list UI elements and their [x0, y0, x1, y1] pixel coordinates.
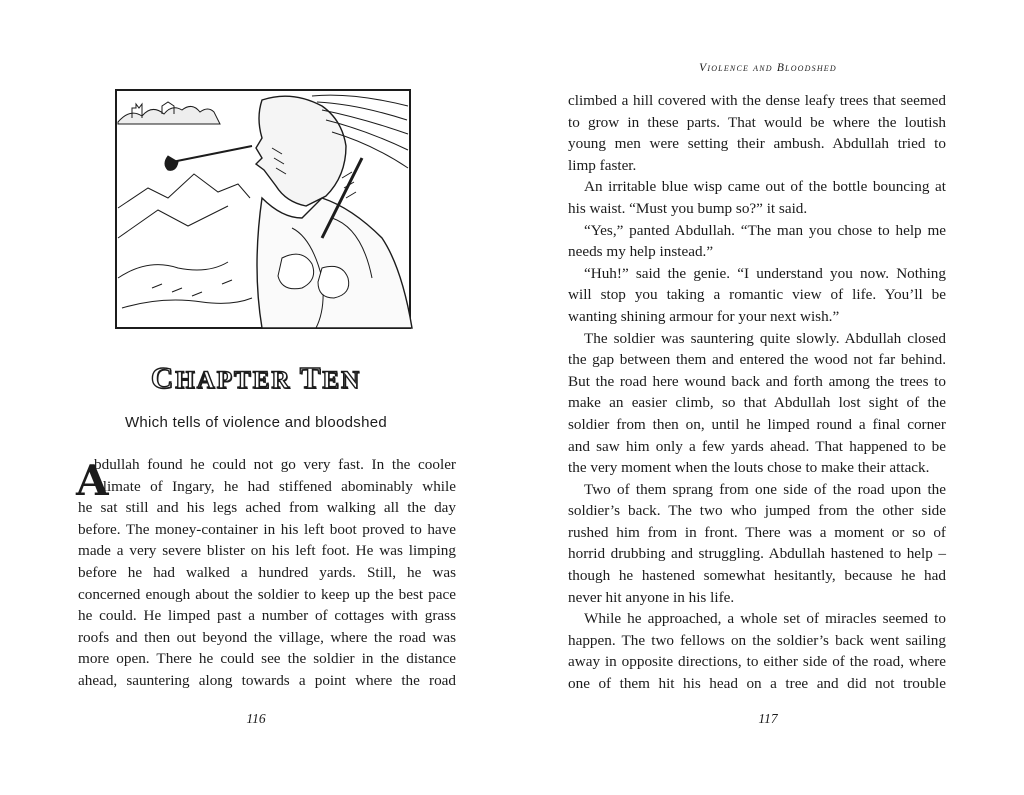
running-head: Violence and Bloodshed — [699, 62, 837, 74]
text-line: before he had walked a hundred yards. Still, he was — [78, 563, 456, 581]
text-line: The soldier was sauntering quite slowly. Abdullah closed — [584, 329, 946, 347]
text-line: soldier’s back. The two who jumped from the other side — [568, 502, 946, 520]
chapter-title-initial2: T — [299, 360, 323, 395]
chapter-subtitle: Which tells of violence and bloodshed — [124, 414, 388, 431]
text-line: make an easier climb, so that Abdullah lost sight of the — [568, 394, 946, 412]
text-line: young men were setting their ambush. Abdullah tried to — [568, 135, 946, 153]
text-line: ahead, sauntering along towards a point where the road — [78, 671, 456, 689]
page-number-right: 117 — [758, 711, 778, 726]
drop-cap: A — [76, 456, 109, 505]
text-line: and saw him only a few yards ahead. That happened to be — [568, 437, 946, 455]
right-page — [512, 0, 1024, 795]
text-line: wanting shining armour for your next wish.” — [568, 307, 840, 325]
text-line: “Huh!” said the genie. “I understand you now. Nothing — [584, 264, 946, 282]
text-line: soldier from then on, until he limped round a final corner — [568, 415, 946, 433]
text-line: While he approached, a whole set of miracles seemed to — [584, 610, 946, 628]
text-line: bdullah found he could not go very fast. In the cooler — [94, 456, 456, 473]
text-line: will stop you taking a romantic view of life. You’ll be — [568, 286, 946, 304]
text-line: more open. There he could see the soldier in the distance — [78, 650, 456, 668]
text-line: though he hastened somewhat hesitantly, because he had — [568, 567, 946, 585]
text-line: needs my help instead.” — [568, 243, 714, 261]
text-line: But the road here wound back and forth among the trees to — [568, 372, 946, 390]
text-line: horrid drubbing and struggling. Abdullah hastened to help – — [568, 545, 946, 563]
text-line: never hit anyone in his life. — [568, 588, 735, 606]
text-line: one of them hit his head on a tree and did not trouble — [568, 675, 946, 693]
page-number-left: 116 — [246, 711, 266, 726]
text-line: “Yes,” panted Abdullah. “The man you chose to help me — [584, 221, 946, 239]
text-line: the very moment when the louts chose to make their attack. — [568, 459, 930, 477]
text-line: made a very severe blister on his left foot. He was limping — [78, 542, 456, 560]
text-line: his waist. “Must you bump so?” it said. — [568, 199, 808, 217]
text-line: rushed him from in front. There was a moment or so of — [568, 523, 946, 541]
text-line: he sat still and his legs ached from walking all the day — [78, 499, 456, 517]
chapter-title — [0, 360, 512, 396]
text-line: he could. He limped past a number of cottages with grass — [78, 607, 456, 625]
right-body-text — [568, 90, 946, 695]
text-line: happen. The two fellows on the soldier’s back went sailing — [568, 631, 946, 649]
text-line: limp faster. — [568, 156, 637, 174]
text-line: to grow in these parts. That would be where the loutish — [568, 113, 946, 131]
text-line: roofs and then out beyond the village, where the road was — [78, 628, 456, 646]
chapter-illustration — [112, 88, 414, 332]
text-line: Two of them sprang from one side of the road upon the — [584, 480, 946, 498]
chapter-title-word2: EN — [322, 367, 362, 394]
text-line: climbed a hill covered with the dense leafy trees that seemed — [568, 92, 946, 109]
text-line: climate of Ingary, he had stiffened abominably while — [96, 477, 456, 495]
text-line: concerned enough about the soldier to keep up the best pace — [78, 585, 456, 603]
text-line: An irritable blue wisp came out of the bottle bouncing at — [584, 178, 946, 196]
chapter-title-initial: C — [150, 360, 176, 395]
left-body-text — [78, 454, 456, 692]
text-line: away in opposite directions, to either side of the road, where — [568, 653, 946, 671]
text-line: the gap between them and entered the wood not far behind. — [568, 351, 946, 369]
chapter-title-word1: HAPTER — [175, 367, 300, 394]
text-line: before. The money-container in his left boot proved to have — [78, 520, 456, 538]
